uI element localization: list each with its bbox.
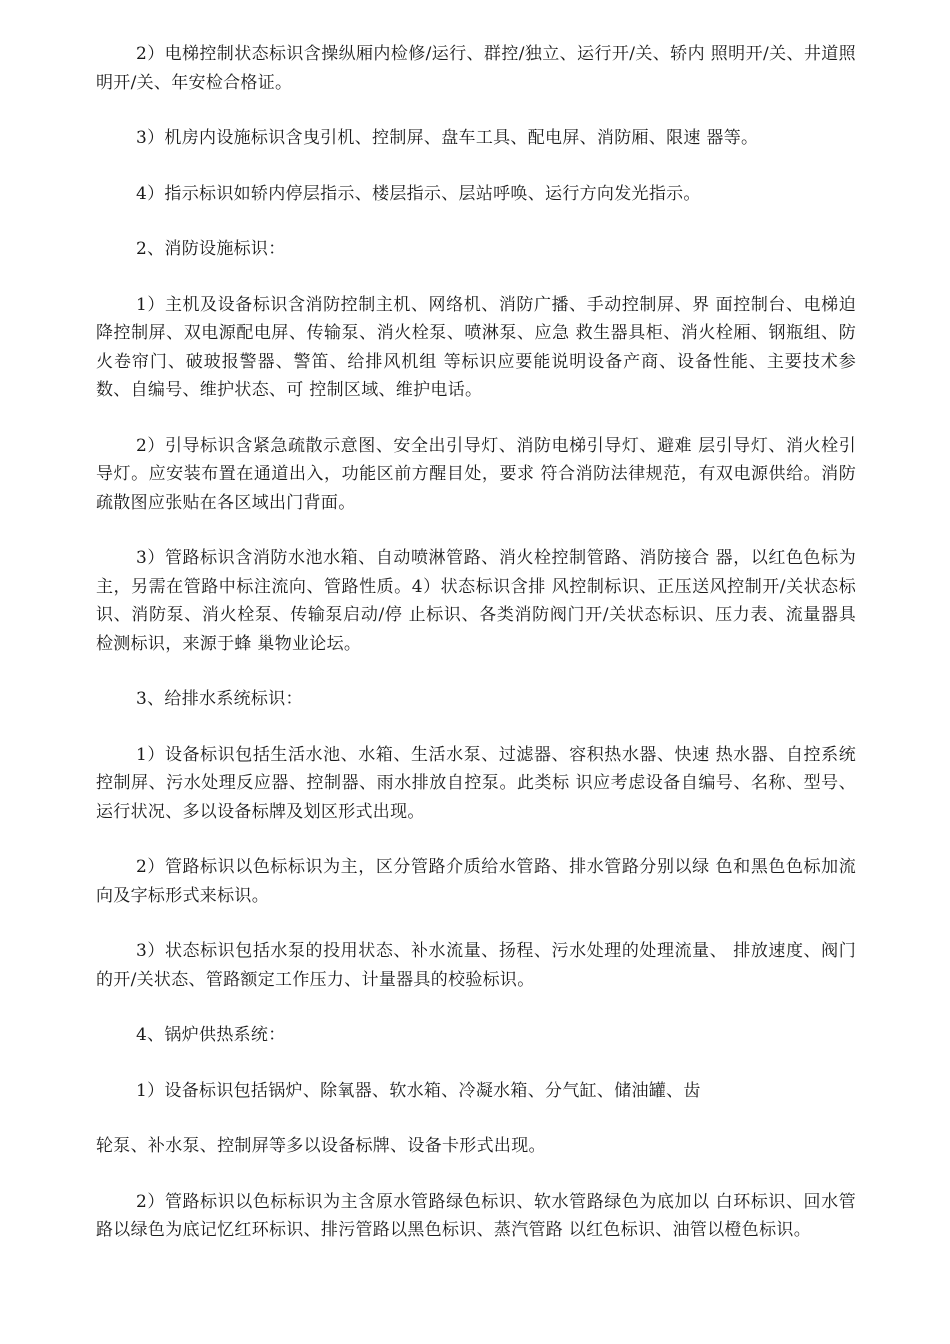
document-page — [96, 40, 856, 1272]
paragraph-indicator-signs: 4）指示标识如轿内停层指示、楼层指示、层站呼唤、运行方向发光指示。 — [136, 183, 701, 204]
paragraph-boiler-equipment-continued: 轮泵、补水泵、控制屏等多以设备标牌、设备卡形式出现。 — [96, 1136, 546, 1156]
paragraph-water-status: 3）状态标识包括水泵的投用状态、补水流量、扬程、污水处理的处理流量、 排放速度、阀门的开/关状态、管路额定工作压力、计量器具的校验标识。 — [96, 941, 856, 990]
paragraph-fire-guidance: 2）引导标识含紧急疏散示意图、安全出引导灯、消防电梯引导灯、避难 层引导灯、消火栓引导灯。应安装布置在通道出入，功能区前方醒目处，要求 符合消防法律规范，有双电源供给。消防疏散图应张贴在各区域出门背面。 — [96, 435, 856, 513]
paragraph-fire-pipes: 3）管路标识含消防水池水箱、自动喷淋管路、消火栓控制管路、消防接合 器，以红色色标为主，另需在管路中标注流向、管路性质。4）状态标识含排 风控制标识、正压送风控制开/关状态标识、消防泵、消火栓泵、传输泵启动/停 止标识、各类消防阀门开/关状态标识、压力表、流量器具检测标识，来源于蜂 巢物业论坛。 — [96, 548, 856, 654]
paragraph-boiler-pipes: 2）管路标识以色标标识为主含原水管路绿色标识、软水管路绿色为底加以 白环标识、回水管路以绿色为底记忆红环标识、排污管路以黑色标识、蒸汽管路 以红色标识、油管以橙色标识。 — [96, 1191, 856, 1240]
paragraph-machine-room: 3）机房内设施标识含曳引机、控制屏、盘车工具、配电屏、消防厢、限速 器等。 — [136, 128, 759, 148]
paragraph-boiler-equipment: 1）设备标识包括锅炉、除氧器、软水箱、冷凝水箱、分气缸、储油罐、齿 — [136, 1080, 701, 1101]
section-heading-water: 3、给排水系统标识： — [136, 689, 303, 709]
paragraph-elevator-status: 2）电梯控制状态标识含操纵厢内检修/运行、群控/独立、运行开/关、轿内 照明开/关、井道照明开/关、年安检合格证。 — [96, 44, 856, 93]
section-heading-fire: 2、消防设施标识： — [136, 239, 286, 259]
section-heading-boiler: 4、锅炉供热系统： — [136, 1025, 286, 1045]
paragraph-water-pipes: 2）管路标识以色标标识为主，区分管路介质给水管路、排水管路分别以绿 色和黑色色标加流向及字标形式来标识。 — [96, 857, 856, 906]
paragraph-fire-equipment: 1）主机及设备标识含消防控制主机、网络机、消防广播、手动控制屏、界 面控制台、电梯迫降控制屏、双电源配电屏、传输泵、消火栓泵、喷淋泵、应急 救生器具柜、消火栓厢、钢瓶组、防火卷帘门、破玻报警器、警笛、给排风机组 等标识应要能说明设备产商、设备性能、主要技术参数、自编号、维护状态、可 控制区域、维护电话。 — [96, 294, 856, 400]
paragraph-water-equipment: 1）设备标识包括生活水池、水箱、生活水泵、过滤器、容积热水器、快速 热水器、自控系统控制屏、污水处理反应器、控制器、雨水排放自控泵。此类标 识应考虑设备自编号、名称、型号、运行状况、多以设备标牌及划区形式出现。 — [96, 744, 856, 822]
